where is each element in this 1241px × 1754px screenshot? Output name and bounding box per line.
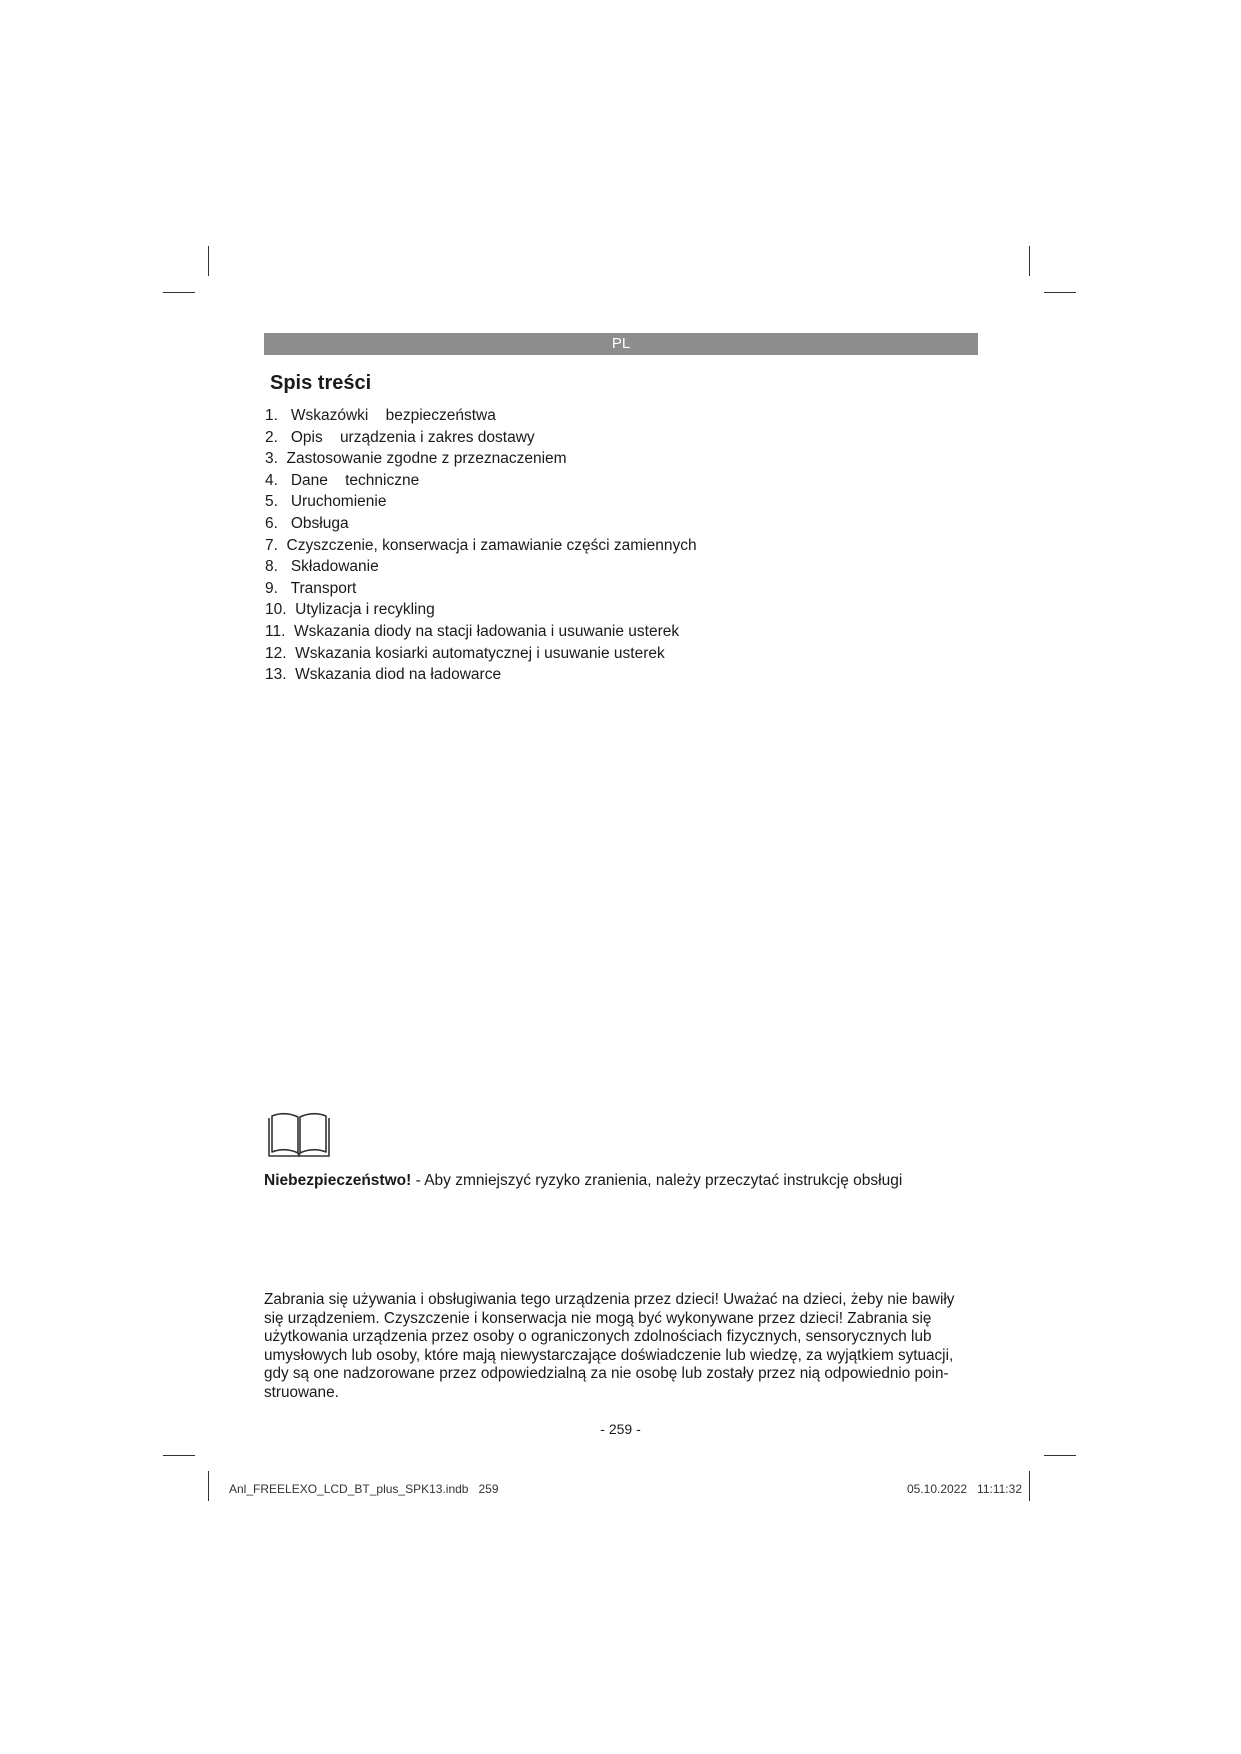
warning-message: - Aby zmniejszyć ryzyko zranienia, należy przeczytać instrukcję obsługi bbox=[411, 1172, 903, 1189]
toc-item: 8. Składowanie bbox=[265, 558, 379, 576]
footer-datetime: 05.10.2022 11:11:32 bbox=[907, 1482, 1022, 1496]
toc-item: 10. Utylizacja i recykling bbox=[265, 601, 435, 619]
warning-label: Niebezpieczeństwo! bbox=[264, 1172, 412, 1189]
crop-mark bbox=[1044, 292, 1076, 293]
notice-line: gdy są one nadzorowane przez odpowiedzialną za nie osobę lub zostały przez nią odpowiednio poin- bbox=[264, 1365, 949, 1382]
page-number: - 259 - bbox=[600, 1421, 641, 1437]
toc-item: 2. Opis urządzenia i zakres dostawy bbox=[265, 428, 535, 446]
crop-mark bbox=[1044, 1455, 1076, 1456]
notice-line: Zabrania się używania i obsługiwania tego urządzenia przez dzieci! Uważać na dzieci, żeby nie bawiły bbox=[264, 1291, 955, 1308]
warning-text bbox=[264, 1172, 902, 1190]
toc-item: 4. Dane techniczne bbox=[265, 471, 420, 489]
toc-item: 13. Wskazania diod na ładowarce bbox=[265, 666, 502, 684]
notice-line: struowane. bbox=[264, 1383, 339, 1401]
toc-item: 7. Czyszczenie, konserwacja i zamawianie części zamiennych bbox=[265, 536, 697, 554]
notice-line: się urządzeniem. Czyszczenie i konserwacja nie mogą być wykonywane przez dzieci! Zabrania się bbox=[264, 1309, 932, 1327]
toc-title: Spis treści bbox=[270, 372, 372, 394]
language-bar: PL bbox=[264, 333, 978, 355]
book-icon bbox=[266, 1110, 332, 1158]
child-safety-notice bbox=[264, 1291, 984, 1402]
crop-mark bbox=[208, 246, 209, 276]
toc-item: 11. Wskazania diody na stacji ładowania i usuwanie usterek bbox=[265, 622, 680, 640]
table-of-contents bbox=[265, 405, 697, 686]
footer-filename: Anl_FREELEXO_LCD_BT_plus_SPK13.indb 259 bbox=[229, 1482, 499, 1496]
toc-item: 5. Uruchomienie bbox=[265, 493, 387, 511]
toc-item: 6. Obsługa bbox=[265, 514, 349, 532]
toc-item: 1. Wskazówki bezpieczeństwa bbox=[265, 407, 496, 424]
crop-mark bbox=[163, 292, 195, 293]
toc-item: 9. Transport bbox=[265, 579, 357, 597]
crop-mark bbox=[1029, 1471, 1030, 1501]
toc-item: 3. Zastosowanie zgodne z przeznaczeniem bbox=[265, 450, 567, 468]
crop-mark bbox=[1029, 246, 1030, 276]
toc-item: 12. Wskazania kosiarki automatycznej i usuwanie usterek bbox=[265, 644, 665, 662]
crop-mark bbox=[208, 1471, 209, 1501]
notice-line: użytkowania urządzenia przez osoby o ograniczonych zdolnościach fizycznych, sensorycznych lub bbox=[264, 1328, 932, 1345]
crop-mark bbox=[163, 1455, 195, 1456]
notice-line: umysłowych lub osoby, które mają niewystarczające doświadczenie lub wiedzę, za wyjątkiem sytuacji, bbox=[264, 1346, 954, 1364]
